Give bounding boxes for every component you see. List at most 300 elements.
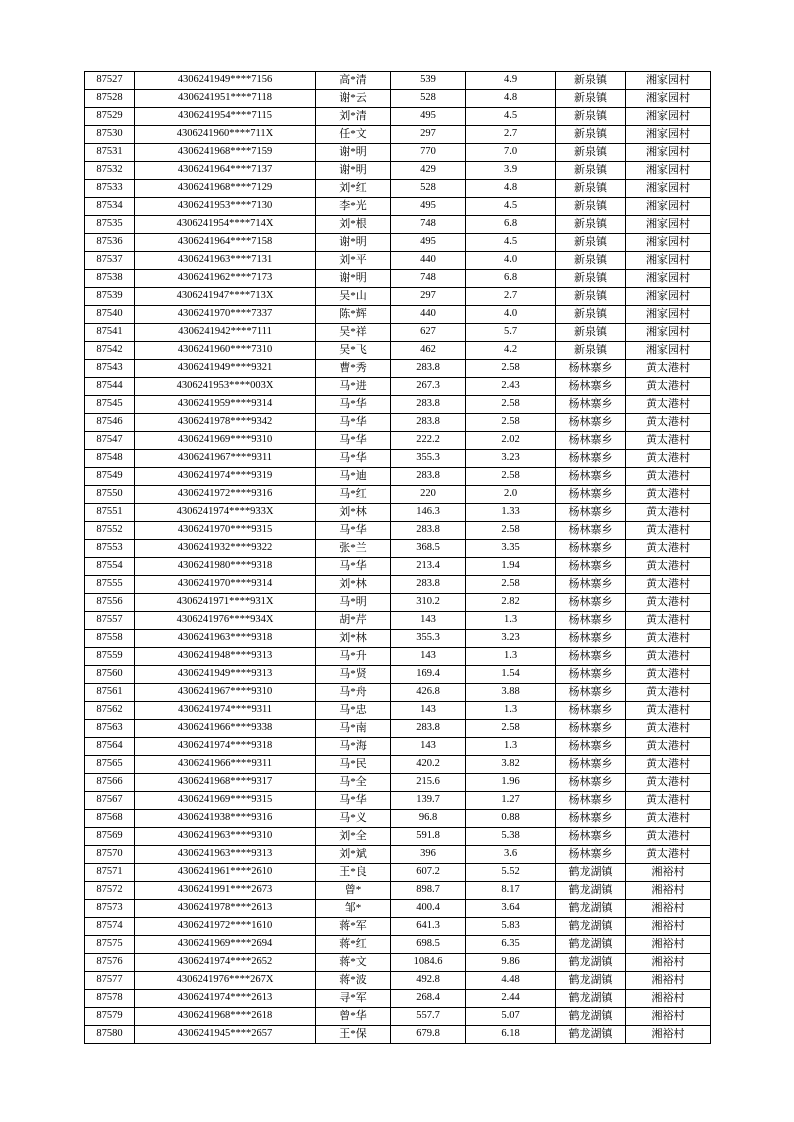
table-cell-town: 新泉镇 [556,234,626,252]
table-cell-id-number: 4306241963****9313 [135,846,316,864]
table-cell-name: 曹*秀 [316,360,391,378]
table-cell-area: 7.0 [466,144,556,162]
table-cell-town: 杨林寨乡 [556,756,626,774]
table-cell-amount: 220 [391,486,466,504]
table-cell-town: 杨林寨乡 [556,684,626,702]
table-row [85,612,711,630]
table-cell-id-number: 4306241972****1610 [135,918,316,936]
table-cell-name: 刘*林 [316,576,391,594]
table-cell-serial: 87563 [85,720,135,738]
table-cell-area: 2.7 [466,288,556,306]
table-cell-name: 马*华 [316,558,391,576]
table-cell-id-number: 4306241953****003X [135,378,316,396]
table-cell-serial: 87578 [85,990,135,1008]
table-cell-name: 蒋*红 [316,936,391,954]
table-cell-serial: 87540 [85,306,135,324]
table-cell-id-number: 4306241963****9310 [135,828,316,846]
table-cell-village: 湘裕村 [626,918,711,936]
table-cell-town: 新泉镇 [556,180,626,198]
table-cell-town: 杨林寨乡 [556,558,626,576]
table-row [85,648,711,666]
table-row [85,342,711,360]
table-cell-town: 鹤龙湖镇 [556,918,626,936]
table-row [85,972,711,990]
table-cell-amount: 528 [391,90,466,108]
table-cell-town: 鹤龙湖镇 [556,936,626,954]
table-cell-id-number: 4306241960****711X [135,126,316,144]
table-row [85,630,711,648]
table-cell-town: 杨林寨乡 [556,396,626,414]
table-cell-village: 湘家园村 [626,90,711,108]
table-cell-area: 5.7 [466,324,556,342]
table-cell-area: 2.58 [466,396,556,414]
table-row [85,882,711,900]
table-cell-amount: 440 [391,252,466,270]
table-cell-amount: 215.6 [391,774,466,792]
table-cell-area: 2.58 [466,576,556,594]
table-row [85,702,711,720]
table-cell-name: 刘*平 [316,252,391,270]
table-row [85,864,711,882]
table-cell-name: 曾* [316,882,391,900]
table-row [85,360,711,378]
table-row [85,720,711,738]
table-cell-name: 马*义 [316,810,391,828]
table-cell-town: 新泉镇 [556,90,626,108]
table-cell-village: 湘裕村 [626,990,711,1008]
table-row [85,576,711,594]
table-cell-town: 新泉镇 [556,252,626,270]
table-row [85,414,711,432]
table-cell-area: 4.9 [466,72,556,90]
table-cell-town: 鹤龙湖镇 [556,1026,626,1044]
table-cell-village: 黄太港村 [626,558,711,576]
table-cell-area: 2.02 [466,432,556,450]
table-cell-area: 2.43 [466,378,556,396]
table-cell-id-number: 4306241949****9313 [135,666,316,684]
table-cell-town: 杨林寨乡 [556,378,626,396]
table-cell-town: 杨林寨乡 [556,846,626,864]
table-cell-area: 4.5 [466,198,556,216]
table-cell-village: 湘裕村 [626,954,711,972]
table-cell-name: 马*明 [316,594,391,612]
table-cell-area: 1.33 [466,504,556,522]
table-cell-area: 1.96 [466,774,556,792]
table-cell-village: 湘家园村 [626,162,711,180]
table-cell-area: 3.23 [466,450,556,468]
table-cell-village: 黄太港村 [626,792,711,810]
table-row [85,198,711,216]
table-cell-id-number: 4306241971****931X [135,594,316,612]
table-cell-town: 新泉镇 [556,324,626,342]
table-cell-area: 4.5 [466,234,556,252]
table-cell-town: 杨林寨乡 [556,486,626,504]
table-cell-amount: 139.7 [391,792,466,810]
table-cell-name: 马*全 [316,774,391,792]
table-cell-amount: 429 [391,162,466,180]
table-cell-area: 2.58 [466,720,556,738]
table-cell-village: 黄太港村 [626,432,711,450]
table-cell-name: 马*华 [316,450,391,468]
table-cell-serial: 87551 [85,504,135,522]
table-cell-name: 马*迪 [316,468,391,486]
table-row [85,270,711,288]
table-cell-village: 湘裕村 [626,1008,711,1026]
table-cell-id-number: 4306241966****9338 [135,720,316,738]
table-cell-amount: 748 [391,216,466,234]
table-cell-amount: 627 [391,324,466,342]
table-cell-village: 黄太港村 [626,756,711,774]
table-cell-id-number: 4306241974****9318 [135,738,316,756]
table-cell-serial: 87566 [85,774,135,792]
table-cell-town: 杨林寨乡 [556,720,626,738]
table-cell-id-number: 4306241974****933X [135,504,316,522]
table-cell-name: 谢*明 [316,162,391,180]
table-cell-id-number: 4306241969****9310 [135,432,316,450]
table-cell-name: 王*保 [316,1026,391,1044]
table-cell-serial: 87577 [85,972,135,990]
table-cell-village: 黄太港村 [626,360,711,378]
table-cell-id-number: 4306241969****9315 [135,792,316,810]
table-cell-name: 蒋*军 [316,918,391,936]
table-row [85,396,711,414]
table-cell-name: 马*华 [316,522,391,540]
table-cell-amount: 462 [391,342,466,360]
table-row [85,252,711,270]
table-cell-town: 杨林寨乡 [556,468,626,486]
table-cell-serial: 87534 [85,198,135,216]
table-cell-serial: 87570 [85,846,135,864]
table-cell-serial: 87550 [85,486,135,504]
table-cell-amount: 213.4 [391,558,466,576]
table-row [85,666,711,684]
table-cell-id-number: 4306241953****7130 [135,198,316,216]
table-cell-town: 杨林寨乡 [556,432,626,450]
table-cell-name: 高*清 [316,72,391,90]
table-cell-village: 湘裕村 [626,882,711,900]
table-cell-area: 9.86 [466,954,556,972]
table-cell-id-number: 4306241972****9316 [135,486,316,504]
table-cell-serial: 87531 [85,144,135,162]
table-cell-town: 新泉镇 [556,108,626,126]
table-cell-area: 4.8 [466,90,556,108]
table-cell-serial: 87546 [85,414,135,432]
table-cell-serial: 87555 [85,576,135,594]
table-cell-amount: 222.2 [391,432,466,450]
table-cell-area: 4.0 [466,252,556,270]
table-cell-amount: 698.5 [391,936,466,954]
table-cell-name: 刘*清 [316,108,391,126]
table-cell-name: 刘*斌 [316,846,391,864]
table-cell-area: 1.3 [466,702,556,720]
table-cell-town: 杨林寨乡 [556,792,626,810]
table-cell-area: 3.82 [466,756,556,774]
table-cell-village: 黄太港村 [626,450,711,468]
table-cell-village: 黄太港村 [626,522,711,540]
table-cell-name: 马*升 [316,648,391,666]
table-cell-id-number: 4306241967****9310 [135,684,316,702]
table-cell-name: 陈*辉 [316,306,391,324]
table-cell-name: 马*民 [316,756,391,774]
table-row [85,504,711,522]
table-cell-id-number: 4306241970****9314 [135,576,316,594]
table-cell-serial: 87548 [85,450,135,468]
table-cell-serial: 87527 [85,72,135,90]
table-cell-village: 黄太港村 [626,468,711,486]
table-cell-serial: 87538 [85,270,135,288]
table-cell-id-number: 4306241968****7129 [135,180,316,198]
table-cell-amount: 492.8 [391,972,466,990]
table-cell-serial: 87547 [85,432,135,450]
table-cell-name: 谢*明 [316,234,391,252]
table-cell-amount: 557.7 [391,1008,466,1026]
table-cell-serial: 87556 [85,594,135,612]
table-cell-name: 马*忠 [316,702,391,720]
table-cell-village: 黄太港村 [626,738,711,756]
table-cell-area: 5.52 [466,864,556,882]
table-cell-serial: 87557 [85,612,135,630]
table-cell-village: 黄太港村 [626,810,711,828]
table-cell-serial: 87576 [85,954,135,972]
table-cell-area: 8.17 [466,882,556,900]
table-cell-id-number: 4306241976****267X [135,972,316,990]
table-cell-town: 杨林寨乡 [556,648,626,666]
table-cell-serial: 87545 [85,396,135,414]
table-cell-id-number: 4306241945****2657 [135,1026,316,1044]
table-cell-town: 新泉镇 [556,288,626,306]
table-cell-amount: 528 [391,180,466,198]
table-cell-amount: 770 [391,144,466,162]
table-cell-village: 湘家园村 [626,234,711,252]
table-cell-serial: 87542 [85,342,135,360]
table-cell-name: 谢*明 [316,144,391,162]
table-row [85,432,711,450]
table-cell-village: 黄太港村 [626,846,711,864]
table-cell-name: 曾*华 [316,1008,391,1026]
table-cell-area: 5.83 [466,918,556,936]
table-cell-name: 马*南 [316,720,391,738]
table-cell-village: 黄太港村 [626,684,711,702]
table-row [85,846,711,864]
table-cell-id-number: 4306241968****2618 [135,1008,316,1026]
table-cell-serial: 87573 [85,900,135,918]
table-cell-village: 黄太港村 [626,378,711,396]
table-cell-name: 刘*林 [316,504,391,522]
table-row [85,306,711,324]
table-cell-name: 寻*军 [316,990,391,1008]
table-cell-id-number: 4306241964****7158 [135,234,316,252]
table-cell-name: 刘*红 [316,180,391,198]
table-cell-area: 4.5 [466,108,556,126]
table-cell-id-number: 4306241954****714X [135,216,316,234]
table-cell-village: 黄太港村 [626,504,711,522]
table-cell-area: 4.48 [466,972,556,990]
table-cell-village: 黄太港村 [626,702,711,720]
table-row [85,936,711,954]
table-cell-amount: 297 [391,288,466,306]
table-cell-name: 马*华 [316,396,391,414]
table-cell-area: 1.3 [466,738,556,756]
table-cell-serial: 87549 [85,468,135,486]
table-cell-town: 杨林寨乡 [556,450,626,468]
table-cell-id-number: 4306241960****7310 [135,342,316,360]
beneficiary-table [84,71,711,1044]
table-cell-village: 湘裕村 [626,972,711,990]
table-cell-amount: 539 [391,72,466,90]
table-cell-id-number: 4306241961****2610 [135,864,316,882]
table-cell-amount: 143 [391,738,466,756]
table-cell-serial: 87530 [85,126,135,144]
table-cell-town: 新泉镇 [556,198,626,216]
table-cell-area: 2.58 [466,414,556,432]
table-row [85,162,711,180]
table-cell-id-number: 4306241974****2613 [135,990,316,1008]
table-cell-town: 杨林寨乡 [556,702,626,720]
table-cell-amount: 495 [391,234,466,252]
table-cell-amount: 143 [391,612,466,630]
table-cell-village: 湘家园村 [626,288,711,306]
table-cell-area: 3.23 [466,630,556,648]
table-cell-amount: 679.8 [391,1026,466,1044]
table-cell-amount: 310.2 [391,594,466,612]
table-cell-village: 湘家园村 [626,72,711,90]
table-cell-area: 1.27 [466,792,556,810]
table-row [85,288,711,306]
table-row [85,90,711,108]
table-cell-village: 黄太港村 [626,594,711,612]
table-cell-name: 刘*全 [316,828,391,846]
table-cell-id-number: 4306241964****7137 [135,162,316,180]
table-cell-serial: 87533 [85,180,135,198]
table-cell-id-number: 4306241951****7118 [135,90,316,108]
table-cell-area: 4.2 [466,342,556,360]
table-cell-area: 6.18 [466,1026,556,1044]
table-cell-serial: 87560 [85,666,135,684]
table-cell-village: 黄太港村 [626,720,711,738]
table-row [85,126,711,144]
table-row [85,684,711,702]
table-cell-town: 杨林寨乡 [556,414,626,432]
table-cell-id-number: 4306241948****9313 [135,648,316,666]
table-cell-area: 1.94 [466,558,556,576]
table-cell-id-number: 4306241974****2652 [135,954,316,972]
table-cell-town: 鹤龙湖镇 [556,882,626,900]
table-row [85,468,711,486]
table-cell-id-number: 4306241969****2694 [135,936,316,954]
table-cell-village: 湘裕村 [626,900,711,918]
table-cell-name: 王*良 [316,864,391,882]
table-cell-town: 杨林寨乡 [556,630,626,648]
table-cell-serial: 87569 [85,828,135,846]
table-cell-amount: 283.8 [391,468,466,486]
table-cell-serial: 87553 [85,540,135,558]
table-cell-village: 湘家园村 [626,270,711,288]
table-cell-village: 黄太港村 [626,666,711,684]
table-cell-name: 蒋*波 [316,972,391,990]
table-cell-serial: 87552 [85,522,135,540]
table-cell-serial: 87574 [85,918,135,936]
table-cell-name: 蒋*文 [316,954,391,972]
table-cell-area: 6.8 [466,216,556,234]
table-cell-amount: 283.8 [391,576,466,594]
table-cell-area: 5.38 [466,828,556,846]
table-cell-town: 杨林寨乡 [556,360,626,378]
table-cell-id-number: 4306241963****9318 [135,630,316,648]
table-cell-town: 新泉镇 [556,216,626,234]
table-cell-village: 湘裕村 [626,1026,711,1044]
table-row [85,540,711,558]
table-cell-amount: 283.8 [391,360,466,378]
table-cell-serial: 87537 [85,252,135,270]
table-cell-amount: 283.8 [391,720,466,738]
table-cell-serial: 87541 [85,324,135,342]
table-cell-area: 3.9 [466,162,556,180]
table-cell-serial: 87554 [85,558,135,576]
table-row [85,378,711,396]
table-cell-name: 谢*明 [316,270,391,288]
table-cell-id-number: 4306241974****9319 [135,468,316,486]
table-cell-serial: 87568 [85,810,135,828]
table-cell-amount: 143 [391,648,466,666]
table-cell-village: 湘家园村 [626,180,711,198]
table-row [85,72,711,90]
table-cell-town: 新泉镇 [556,162,626,180]
table-cell-amount: 283.8 [391,414,466,432]
table-cell-id-number: 4306241938****9316 [135,810,316,828]
table-cell-area: 2.0 [466,486,556,504]
table-cell-village: 湘家园村 [626,216,711,234]
table-cell-village: 湘裕村 [626,864,711,882]
table-row [85,1026,711,1044]
table-cell-amount: 495 [391,108,466,126]
table-cell-town: 鹤龙湖镇 [556,972,626,990]
table-cell-amount: 400.4 [391,900,466,918]
table-cell-village: 黄太港村 [626,414,711,432]
table-cell-id-number: 4306241991****2673 [135,882,316,900]
table-cell-area: 3.35 [466,540,556,558]
table-cell-village: 湘裕村 [626,936,711,954]
table-cell-area: 1.3 [466,612,556,630]
table-cell-name: 李*光 [316,198,391,216]
table-cell-amount: 426.8 [391,684,466,702]
table-cell-id-number: 4306241970****9315 [135,522,316,540]
table-cell-town: 鹤龙湖镇 [556,1008,626,1026]
table-cell-amount: 898.7 [391,882,466,900]
table-row [85,180,711,198]
table-cell-name: 马*舟 [316,684,391,702]
table-cell-area: 1.54 [466,666,556,684]
table-cell-area: 3.88 [466,684,556,702]
table-cell-id-number: 4306241942****7111 [135,324,316,342]
table-cell-town: 杨林寨乡 [556,738,626,756]
table-row [85,522,711,540]
table-cell-serial: 87536 [85,234,135,252]
table-cell-town: 新泉镇 [556,126,626,144]
table-cell-id-number: 4306241968****9317 [135,774,316,792]
table-cell-town: 鹤龙湖镇 [556,864,626,882]
table-cell-serial: 87535 [85,216,135,234]
table-cell-serial: 87567 [85,792,135,810]
table-cell-id-number: 4306241947****713X [135,288,316,306]
table-cell-id-number: 4306241949****7156 [135,72,316,90]
table-cell-serial: 87528 [85,90,135,108]
table-row [85,594,711,612]
table-cell-serial: 87559 [85,648,135,666]
table-cell-amount: 283.8 [391,522,466,540]
table-row [85,738,711,756]
table-row [85,828,711,846]
table-row [85,810,711,828]
